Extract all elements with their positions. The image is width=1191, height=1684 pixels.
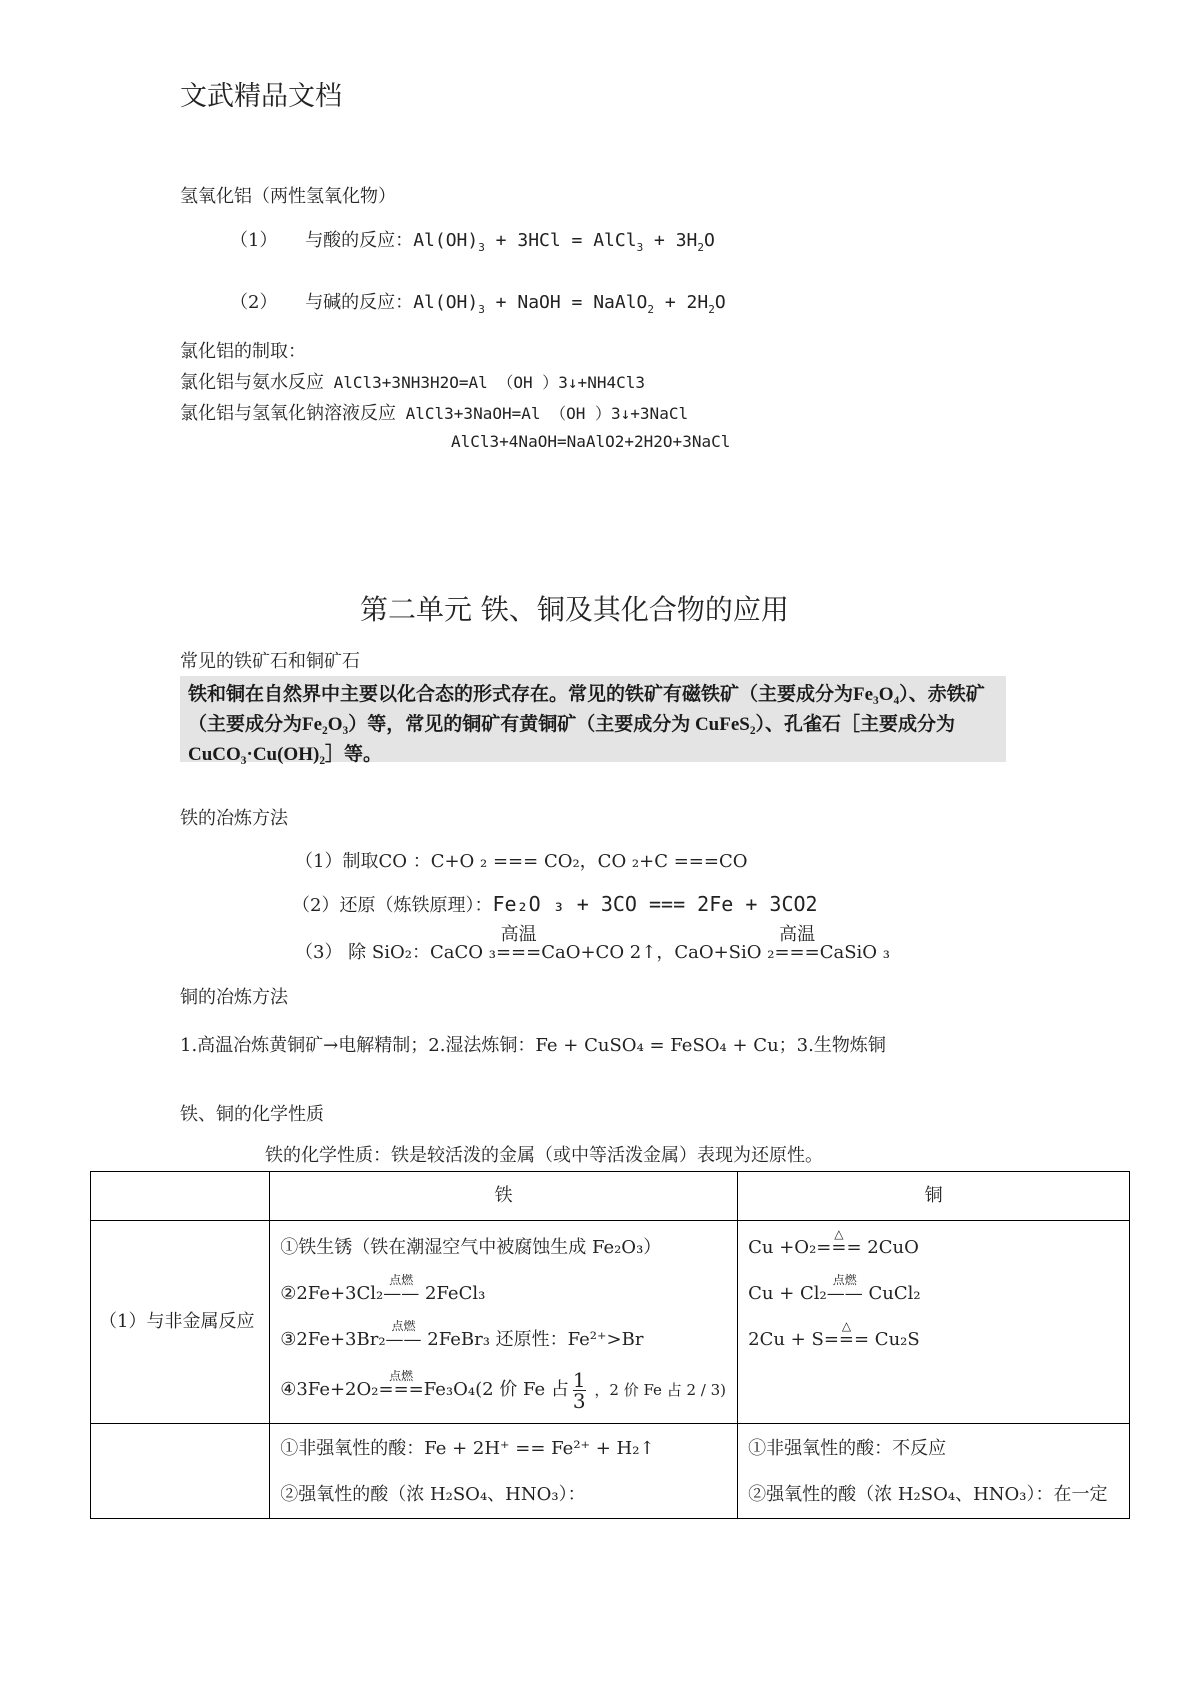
arrow-line: —— <box>826 1283 863 1304</box>
step-label: （3） 除 SiO₂： <box>295 942 430 963</box>
condition-arrow <box>378 1363 423 1417</box>
condition-arrow <box>824 1317 869 1363</box>
ores-textbook-excerpt: 铁和铜在自然界中主要以化合态的形式存在。常见的铁矿有磁铁矿（主要成分为Fe₃O₄）、赤铁矿（主要成分为Fe₂O₃）等，常见的铜矿有黄铜矿（主要成分为 CuFeS₂）、孔雀石［主要成分为CuCO₃·Cu(OH)₂］等。 <box>180 676 1006 762</box>
iron-nonmetal-cell <box>270 1221 738 1424</box>
copper-smelting-heading: 铜的冶炼方法 <box>180 987 288 1008</box>
equation-part: CaCO ₃ <box>429 942 496 963</box>
equals-sign: === <box>774 942 820 963</box>
fraction-numerator: 1 <box>572 1367 586 1392</box>
equals-sign: === <box>823 1329 870 1350</box>
condition-heat: △ <box>841 1319 852 1333</box>
al-chloride-line-1 <box>180 368 645 394</box>
copper-strong-acid-line: ②强氧性的酸（浓 H₂SO₄、HNO₃）：在一定 <box>748 1484 1108 1505</box>
properties-table <box>90 1171 1130 1519</box>
subscript: 3 <box>478 303 485 316</box>
equals-sign: === <box>816 1237 862 1258</box>
table-row <box>91 1424 1130 1519</box>
equation-part: CuCl₂ <box>862 1283 921 1304</box>
copper-sulfur-line <box>738 1317 1129 1363</box>
table-header-copper: 铜 <box>738 1172 1130 1221</box>
equation-part: ，2 价 Fe 占 2 / 3) <box>589 1381 727 1399</box>
equation-part: 2Cu + S <box>748 1329 824 1350</box>
fraction-one-third <box>572 1367 586 1413</box>
line-label: 氯化铝与氨水反应 <box>180 372 324 393</box>
condition-ignite: 点燃 <box>391 1319 416 1333</box>
copper-oxygen-line <box>738 1225 1129 1271</box>
equation-part: 2FeBr₃ 还原性：Fe²⁺>Br <box>421 1329 644 1350</box>
iron-weak-acid-line: ①非强氧性的酸：Fe + 2H⁺ == Fe²⁺ + H₂↑ <box>280 1438 655 1459</box>
subscript: 2 <box>697 241 704 254</box>
equation-part: Cu₂S <box>869 1329 920 1350</box>
condition-ignite: 点燃 <box>389 1369 414 1383</box>
iron-acid-cell <box>270 1424 738 1519</box>
equation-part: Al(OH) <box>413 292 479 313</box>
condition-high-temp: 高温 <box>779 924 816 945</box>
equation-part: + 2H <box>654 292 709 313</box>
equation-part: ②2Fe+3Cl₂ <box>280 1283 384 1304</box>
arrow-line: —— <box>385 1329 422 1350</box>
subscript: 3 <box>636 241 644 254</box>
step-label: （2）还原（炼铁原理）： <box>292 895 493 916</box>
iron-chlorine-line <box>270 1271 737 1317</box>
unit-title: 第二单元 铁、铜及其化合物的应用 <box>360 593 789 626</box>
row-label-nonmetal: （1）与非金属反应 <box>91 1221 270 1424</box>
properties-intro: 铁的化学性质：铁是较活泼的金属（或中等活泼金属）表现为还原性。 <box>265 1145 823 1166</box>
iron-smelting-heading: 铁的冶炼方法 <box>180 808 288 829</box>
al-chloride-line-3: AlCl3+4NaOH=NaAlO2+2H2O+3NaCl <box>451 432 731 451</box>
copper-weak-acid-line: ①非强氧性的酸：不反应 <box>748 1438 947 1459</box>
arrow-line: —— <box>383 1283 420 1304</box>
equals-sign: === <box>495 942 542 963</box>
fraction-denominator: 3 <box>572 1388 586 1413</box>
equation-part: ④3Fe+2O₂ <box>280 1379 379 1400</box>
al-chloride-heading: 氯化铝的制取： <box>180 341 306 362</box>
equation-part: Cu +O₂ <box>748 1237 817 1258</box>
copper-smelting-line: 1.高温冶炼黄铜矿→电解精制；2.湿法炼铜：Fe + CuSO₄ = FeSO₄ + Cu；3.生物炼铜 <box>180 1035 886 1056</box>
equation-part: CaSiO ₃ <box>819 942 891 963</box>
ores-heading: 常见的铁矿石和铜矿石 <box>180 651 360 672</box>
condition-heat: △ <box>834 1227 844 1241</box>
copper-acid-cell <box>738 1424 1130 1519</box>
condition-ignite: 点燃 <box>389 1273 414 1287</box>
row-label-acid <box>91 1424 270 1519</box>
copper-nonmetal-cell <box>738 1221 1130 1424</box>
equation-part: + 3H <box>643 230 698 251</box>
line-label: 氯化铝与氢氧化钠溶液反应 <box>180 403 396 424</box>
reaction-label: 与酸的反应： <box>305 230 414 251</box>
iron-oxygen-line <box>270 1363 737 1417</box>
subscript: 2 <box>708 303 715 316</box>
equals-sign: === <box>378 1379 424 1400</box>
iron-bromine-line <box>270 1317 737 1363</box>
reaction-label: 与碱的反应： <box>305 292 414 313</box>
equation: AlCl3+3NH3H2O=Al （OH ）3↓+NH4Cl3 <box>324 373 645 392</box>
condition-ignite: 点燃 <box>832 1273 857 1287</box>
iron-smelting-step-1: （1）制取CO ：C+O ₂ === CO₂，CO ₂+C ===CO <box>295 851 748 872</box>
equation: AlCl3+3NaOH=Al （OH ）3↓+3NaCl <box>396 404 689 423</box>
equation-part: ③2Fe+3Br₂ <box>280 1329 386 1350</box>
header-title: 文武精品文档 <box>180 81 342 112</box>
equation-part: Cu + Cl₂ <box>748 1283 827 1304</box>
table-row <box>91 1221 1130 1424</box>
equation: Fe₂O ₃ + 3CO === 2Fe + 3CO2 <box>492 892 818 916</box>
subscript: 3 <box>478 241 485 254</box>
table-header-row <box>91 1172 1130 1221</box>
iron-strong-acid-line: ②强氧性的酸（浓 H₂SO₄、HNO₃）： <box>280 1484 586 1505</box>
iron-rust-line: ①铁生锈（铁在潮湿空气中被腐蚀生成 Fe₂O₃） <box>280 1237 662 1258</box>
table-header-empty <box>91 1172 270 1221</box>
subscript: 2 <box>647 303 655 316</box>
al-hydroxide-heading: 氢氧化铝（两性氢氧化物） <box>180 186 396 207</box>
condition-high-temp: 高温 <box>500 924 537 945</box>
table-header-iron: 铁 <box>270 1172 738 1221</box>
copper-chlorine-line <box>738 1271 1129 1317</box>
al-chloride-line-2 <box>180 399 688 425</box>
reaction-acid-line <box>230 226 715 254</box>
equation-part: 2FeCl₃ <box>419 1283 486 1304</box>
properties-heading: 铁、铜的化学性质 <box>180 1104 324 1125</box>
iron-smelting-step-3 <box>295 924 891 964</box>
iron-smelting-step-2 <box>292 891 818 917</box>
equation-part: O <box>704 230 715 251</box>
equation-part: Al(OH) <box>413 230 479 251</box>
equation-part: + 3HCl = AlCl <box>484 230 637 251</box>
reaction-number: （1） <box>230 230 278 251</box>
equation-part: O <box>714 292 726 313</box>
equation-part: 2CuO <box>861 1237 919 1258</box>
equation-part: Fe₃O₄(2 价 Fe 占 <box>423 1379 569 1400</box>
condition-arrow <box>495 924 542 963</box>
condition-arrow <box>774 924 820 963</box>
equation-part: + NaOH = NaAlO <box>484 292 648 313</box>
reaction-base-line <box>230 288 726 316</box>
equation-part: CaO+CO 2↑，CaO+SiO ₂ <box>541 942 775 963</box>
reaction-number: （2） <box>230 292 278 313</box>
